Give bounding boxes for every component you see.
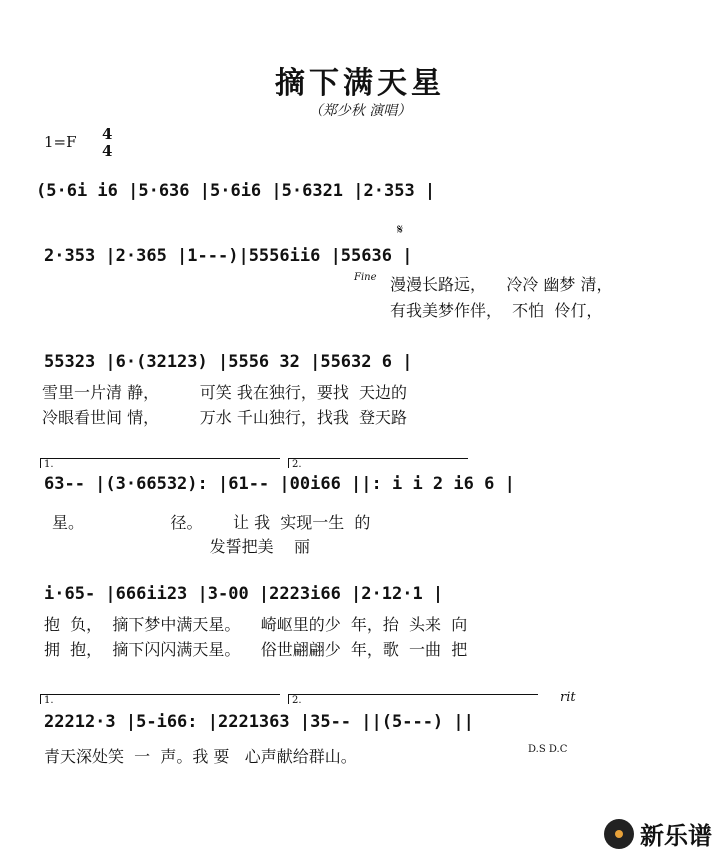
- lyric-row-4-verse-2: 发誓把美 丽: [52, 537, 311, 556]
- volta-2-hook: [288, 458, 289, 468]
- key-signature: 1=F: [44, 133, 77, 151]
- notes-row-3: 55323 |6·(32123) |5556 32 |55632 6 |: [44, 352, 413, 372]
- ds-dc-mark: D.S D.C: [528, 744, 568, 755]
- volta-2-label: 2.: [292, 459, 302, 470]
- lyric-row-2-verse-1: 漫漫长路远， 冷冷 幽梦 清，: [390, 275, 613, 294]
- volta-2b-label: 2.: [292, 695, 302, 706]
- notes-row-4: 63-- |(3·66532): |61-- |00i66 ||: i i 2 i6 6 |: [44, 474, 515, 494]
- notes-row-1: (5·6i i6 |5·636 |5·6i6 |5·6321 |2·353 |: [36, 181, 436, 201]
- lyric-row-2-verse-2: 有我美梦作伴， 不怕 伶仃，: [390, 301, 603, 320]
- time-top: 4: [102, 125, 113, 143]
- rit-mark: rit: [560, 690, 576, 705]
- segno-icon: 𝄋: [397, 222, 404, 238]
- notes-row-5: i·65- |666ii23 |3-00 |2223i66 |2·12·1 |: [44, 584, 444, 604]
- volta-2b-line: [288, 694, 538, 695]
- site-logo: [604, 816, 712, 851]
- lyric-row-5-verse-2: 拥 抱， 摘下闪闪满天星。 俗世翩翩少 年，歌 一曲 把: [44, 640, 468, 659]
- volta-1-hook: [40, 458, 41, 468]
- fine-mark: Fine: [354, 272, 377, 283]
- performer-credit: （郑少秋 演唱）: [308, 103, 412, 119]
- song-title: 摘下满天星: [275, 66, 445, 101]
- lyric-row-3-verse-2: 冷眼看世间 情， 万水 千山独行，找我 登天路: [42, 408, 408, 427]
- time-bottom: 4: [102, 142, 113, 160]
- notes-row-2: 2·353 |2·365 |1---)|5556ii6 |55636 |: [44, 246, 413, 266]
- volta-1-line: [40, 458, 280, 459]
- lyric-row-5-verse-1: 抱 负， 摘下梦中满天星。 崎岖里的少 年，抬 头来 向: [44, 615, 468, 634]
- lyric-row-4-verse-1: 星。 径。 让 我 实现一生 的: [52, 513, 371, 532]
- volta-1b-line: [40, 694, 280, 695]
- notes-row-6: 22212·3 |5-i66: |2221363 |35-- ||(5---) ||: [44, 712, 474, 732]
- record-disc-icon: [604, 819, 634, 849]
- logo-text: 新乐谱: [640, 822, 712, 850]
- volta-1-label: 1.: [44, 459, 54, 470]
- volta-2b-hook: [288, 694, 289, 704]
- volta-1b-label: 1.: [44, 695, 54, 706]
- volta-1b-hook: [40, 694, 41, 704]
- lyric-row-3-verse-1: 雪里一片清 静， 可笑 我在独行，要找 天边的: [42, 383, 408, 402]
- volta-2-line: [288, 458, 468, 459]
- lyric-row-6-verse-1: 青天深处笑 一 声。我 要 心声献给群山。: [44, 747, 357, 766]
- time-signature: [102, 126, 112, 160]
